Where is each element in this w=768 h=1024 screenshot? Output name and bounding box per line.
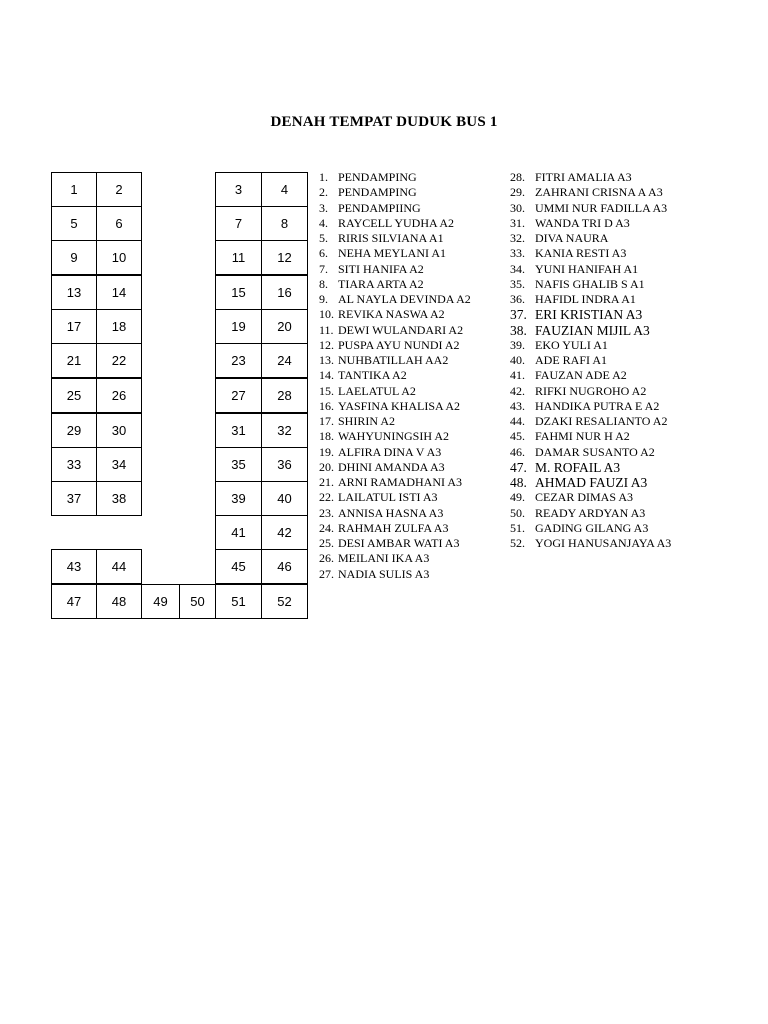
seat-24: 24 — [261, 343, 308, 378]
passenger-entry — [319, 353, 471, 368]
seat-9: 9 — [51, 240, 97, 275]
passenger-name: HAFIDL INDRA A1 — [535, 292, 636, 306]
seat-2: 2 — [96, 172, 142, 207]
passenger-entry — [510, 506, 671, 521]
seat-17: 17 — [51, 309, 97, 344]
entry-number: 14. — [319, 368, 334, 383]
entry-number: 16. — [319, 398, 334, 413]
passenger-entry — [510, 414, 671, 429]
entry-number: 51. — [510, 520, 525, 535]
passenger-name: NAFIS GHALIB S A1 — [535, 276, 645, 291]
passenger-entry — [510, 170, 671, 185]
entry-number: 49. — [510, 490, 525, 505]
passenger-name: MEILANI IKA A3 — [338, 551, 430, 566]
passenger-entry — [510, 292, 671, 307]
passenger-name: READY ARDYAN A3 — [535, 505, 646, 520]
entry-number: 6. — [319, 246, 328, 261]
entry-number: 21. — [319, 475, 334, 489]
seat-15: 15 — [215, 275, 262, 310]
passenger-entry — [510, 384, 671, 399]
passenger-entry — [319, 490, 471, 505]
entry-number: 37. — [510, 307, 527, 323]
entry-number: 11. — [319, 322, 334, 337]
entry-number: 1. — [319, 170, 328, 184]
passenger-entry — [510, 460, 671, 475]
passenger-entry — [510, 445, 671, 460]
seat-10: 10 — [96, 240, 142, 275]
entry-number: 15. — [319, 383, 334, 398]
passenger-entry — [319, 460, 471, 475]
passenger-entry — [510, 475, 671, 490]
passenger-name: NEHA MEYLANI A1 — [338, 246, 446, 261]
seat-32: 32 — [261, 413, 308, 448]
passenger-entry — [319, 506, 471, 521]
passenger-name: ARNI RAMADHANI A3 — [338, 475, 463, 489]
entry-number: 5. — [319, 231, 328, 245]
passenger-name: GADING GILANG A3 — [535, 520, 649, 535]
entry-number: 26. — [319, 551, 334, 566]
entry-number: 29. — [510, 185, 525, 200]
passenger-entry — [510, 323, 671, 338]
seat-39: 39 — [215, 481, 262, 516]
passenger-name: AHMAD FAUZI A3 — [535, 475, 648, 490]
passenger-name: ALFIRA DINA V A3 — [338, 444, 442, 459]
passenger-entry — [510, 353, 671, 368]
passenger-name: M. ROFAIL A3 — [535, 459, 621, 475]
seat-43: 43 — [51, 549, 97, 584]
passenger-entry — [319, 307, 471, 322]
passenger-name: ADE RAFI A1 — [535, 353, 608, 367]
passenger-entry — [510, 307, 671, 322]
seat-4: 4 — [261, 172, 308, 207]
entry-number: 30. — [510, 200, 525, 215]
passenger-entry — [510, 201, 671, 216]
passenger-name: RAHMAH ZULFA A3 — [338, 520, 449, 535]
passenger-name: PUSPA AYU NUNDI A2 — [338, 337, 460, 352]
entry-number: 40. — [510, 353, 525, 367]
entry-number: 39. — [510, 337, 525, 352]
passenger-entry — [510, 429, 671, 444]
seat-45: 45 — [215, 549, 262, 584]
entry-number: 52. — [510, 536, 525, 550]
seat-49: 49 — [141, 584, 180, 619]
entry-number: 38. — [510, 322, 527, 338]
passenger-name: EKO YULI A1 — [535, 337, 608, 352]
entry-number: 7. — [319, 261, 328, 276]
seat-16: 16 — [261, 275, 308, 310]
entry-number: 20. — [319, 459, 334, 474]
entry-number: 12. — [319, 337, 334, 352]
passenger-name: WAHYUNINGSIH A2 — [338, 429, 449, 444]
seat-29: 29 — [51, 413, 97, 448]
passenger-name: CEZAR DIMAS A3 — [535, 490, 634, 505]
passenger-name: YASFINA KHALISA A2 — [338, 398, 461, 413]
entry-number: 45. — [510, 429, 525, 444]
passenger-entry — [319, 231, 471, 246]
seat-25: 25 — [51, 378, 97, 413]
passenger-entry — [510, 216, 671, 231]
passenger-name: DAMAR SUSANTO A2 — [535, 444, 655, 459]
passenger-name: YUNI HANIFAH A1 — [535, 261, 639, 276]
entry-number: 19. — [319, 444, 334, 459]
entry-number: 2. — [319, 185, 328, 200]
entry-number: 50. — [510, 505, 525, 520]
passenger-name: REVIKA NASWA A2 — [338, 307, 445, 322]
seat-6: 6 — [96, 206, 142, 241]
passenger-name: FAHMI NUR H A2 — [535, 429, 630, 444]
entry-number: 43. — [510, 398, 525, 413]
passenger-entry — [510, 368, 671, 383]
seat-8: 8 — [261, 206, 308, 241]
page-title: DENAH TEMPAT DUDUK BUS 1 — [270, 114, 498, 130]
seat-48: 48 — [96, 584, 142, 619]
passenger-name: UMMI NUR FADILLA A3 — [535, 200, 668, 215]
passenger-name: SHIRIN A2 — [338, 414, 396, 428]
passenger-name: AL NAYLA DEVINDA A2 — [338, 292, 471, 306]
entry-number: 10. — [319, 307, 334, 322]
seat-23: 23 — [215, 343, 262, 378]
passenger-entry — [319, 323, 471, 338]
entry-number: 48. — [510, 475, 527, 490]
seat-31: 31 — [215, 413, 262, 448]
seat-52: 52 — [261, 584, 308, 619]
entry-number: 47. — [510, 459, 527, 475]
passenger-entry — [319, 536, 471, 551]
passenger-entry — [319, 429, 471, 444]
passenger-name: DHINI AMANDA A3 — [338, 459, 445, 474]
passenger-name: PENDAMPING — [338, 185, 417, 200]
entry-number: 36. — [510, 292, 525, 306]
entry-number: 33. — [510, 246, 525, 261]
seat-44: 44 — [96, 549, 142, 584]
seat-26: 26 — [96, 378, 142, 413]
passenger-entry — [510, 277, 671, 292]
seat-42: 42 — [261, 515, 308, 550]
passenger-name: ZAHRANI CRISNA A A3 — [535, 185, 663, 200]
passenger-name: FAUZAN ADE A2 — [535, 368, 627, 383]
seat-51: 51 — [215, 584, 262, 619]
passenger-entry — [510, 536, 671, 551]
entry-number: 4. — [319, 215, 328, 230]
entry-number: 24. — [319, 520, 334, 535]
passenger-entry — [510, 399, 671, 414]
seat-20: 20 — [261, 309, 308, 344]
passenger-entry — [319, 414, 471, 429]
entry-number: 9. — [319, 292, 328, 306]
passenger-entry — [510, 338, 671, 353]
seat-47: 47 — [51, 584, 97, 619]
passenger-name: ERI KRISTIAN A3 — [535, 307, 643, 323]
passenger-entry — [510, 521, 671, 536]
seat-3: 3 — [215, 172, 262, 207]
passenger-entry — [319, 292, 471, 307]
seat-18: 18 — [96, 309, 142, 344]
seat-22: 22 — [96, 343, 142, 378]
entry-number: 35. — [510, 276, 525, 291]
entry-number: 32. — [510, 231, 525, 245]
passenger-entry — [319, 567, 471, 582]
passenger-entry — [319, 551, 471, 566]
entry-number: 18. — [319, 429, 334, 444]
passenger-name: HANDIKA PUTRA E A2 — [535, 398, 660, 413]
passenger-entry — [319, 262, 471, 277]
passenger-name: RIFKI NUGROHO A2 — [535, 383, 647, 398]
entry-number: 3. — [319, 200, 328, 215]
passenger-entry — [510, 490, 671, 505]
passenger-name: LAELATUL A2 — [338, 383, 416, 398]
entry-number: 41. — [510, 368, 525, 383]
passenger-entry — [319, 368, 471, 383]
passenger-name: WANDA TRI D A3 — [535, 215, 630, 230]
entry-number: 31. — [510, 215, 525, 230]
passenger-entry — [319, 399, 471, 414]
passenger-name: RAYCELL YUDHA A2 — [338, 215, 455, 230]
seat-21: 21 — [51, 343, 97, 378]
passenger-entry — [319, 338, 471, 353]
passenger-name: DIVA NAURA — [535, 231, 609, 245]
seat-37: 37 — [51, 481, 97, 516]
passenger-name: SITI HANIFA A2 — [338, 261, 424, 276]
seat-46: 46 — [261, 549, 308, 584]
entry-number: 17. — [319, 414, 334, 428]
passenger-name: DZAKI RESALIANTO A2 — [535, 414, 668, 428]
passenger-name: KANIA RESTI A3 — [535, 246, 627, 261]
passenger-entry — [319, 170, 471, 185]
passenger-entry — [510, 246, 671, 261]
entry-number: 34. — [510, 261, 525, 276]
seat-7: 7 — [215, 206, 262, 241]
passenger-name: FAUZIAN MIJIL A3 — [535, 322, 650, 338]
passenger-entry — [319, 521, 471, 536]
passenger-name: FITRI AMALIA A3 — [535, 170, 632, 184]
seat-12: 12 — [261, 240, 308, 275]
passenger-entry — [319, 246, 471, 261]
entry-number: 46. — [510, 444, 525, 459]
seat-36: 36 — [261, 447, 308, 482]
passenger-name: TANTIKA A2 — [338, 368, 407, 383]
entry-number: 22. — [319, 490, 334, 505]
passenger-name: ANNISA HASNA A3 — [338, 505, 444, 520]
passenger-list-right — [510, 170, 671, 551]
seat-40: 40 — [261, 481, 308, 516]
passenger-entry — [319, 216, 471, 231]
entry-number: 44. — [510, 414, 525, 428]
seat-41: 41 — [215, 515, 262, 550]
seat-30: 30 — [96, 413, 142, 448]
seat-19: 19 — [215, 309, 262, 344]
entry-number: 25. — [319, 536, 334, 550]
passenger-name: RIRIS SILVIANA A1 — [338, 231, 444, 245]
entry-number: 27. — [319, 566, 334, 581]
passenger-entry — [510, 185, 671, 200]
seat-1: 1 — [51, 172, 97, 207]
passenger-name: YOGI HANUSANJAYA A3 — [535, 536, 672, 550]
passenger-name: LAILATUL ISTI A3 — [338, 490, 438, 505]
passenger-name: NUHBATILLAH AA2 — [338, 353, 449, 367]
passenger-entry — [510, 231, 671, 246]
seat-14: 14 — [96, 275, 142, 310]
seat-33: 33 — [51, 447, 97, 482]
passenger-entry — [319, 475, 471, 490]
passenger-entry — [319, 185, 471, 200]
seat-35: 35 — [215, 447, 262, 482]
passenger-entry — [319, 201, 471, 216]
seat-5: 5 — [51, 206, 97, 241]
passenger-entry — [319, 445, 471, 460]
passenger-name: DEWI WULANDARI A2 — [338, 322, 464, 337]
entry-number: 42. — [510, 383, 525, 398]
entry-number: 28. — [510, 170, 525, 184]
seat-50: 50 — [179, 584, 216, 619]
passenger-name: DESI AMBAR WATI A3 — [338, 536, 460, 550]
seat-13: 13 — [51, 275, 97, 310]
passenger-list-left — [319, 170, 471, 582]
passenger-name: TIARA ARTA A2 — [338, 276, 424, 291]
passenger-entry — [319, 277, 471, 292]
entry-number: 23. — [319, 505, 334, 520]
passenger-entry — [510, 262, 671, 277]
passenger-name: PENDAMPING — [338, 170, 417, 184]
passenger-name: PENDAMPIING — [338, 200, 421, 215]
seat-38: 38 — [96, 481, 142, 516]
seat-34: 34 — [96, 447, 142, 482]
seat-28: 28 — [261, 378, 308, 413]
seat-27: 27 — [215, 378, 262, 413]
seat-11: 11 — [215, 240, 262, 275]
passenger-entry — [319, 384, 471, 399]
passenger-name: NADIA SULIS A3 — [338, 566, 430, 581]
entry-number: 13. — [319, 353, 334, 367]
entry-number: 8. — [319, 276, 328, 291]
